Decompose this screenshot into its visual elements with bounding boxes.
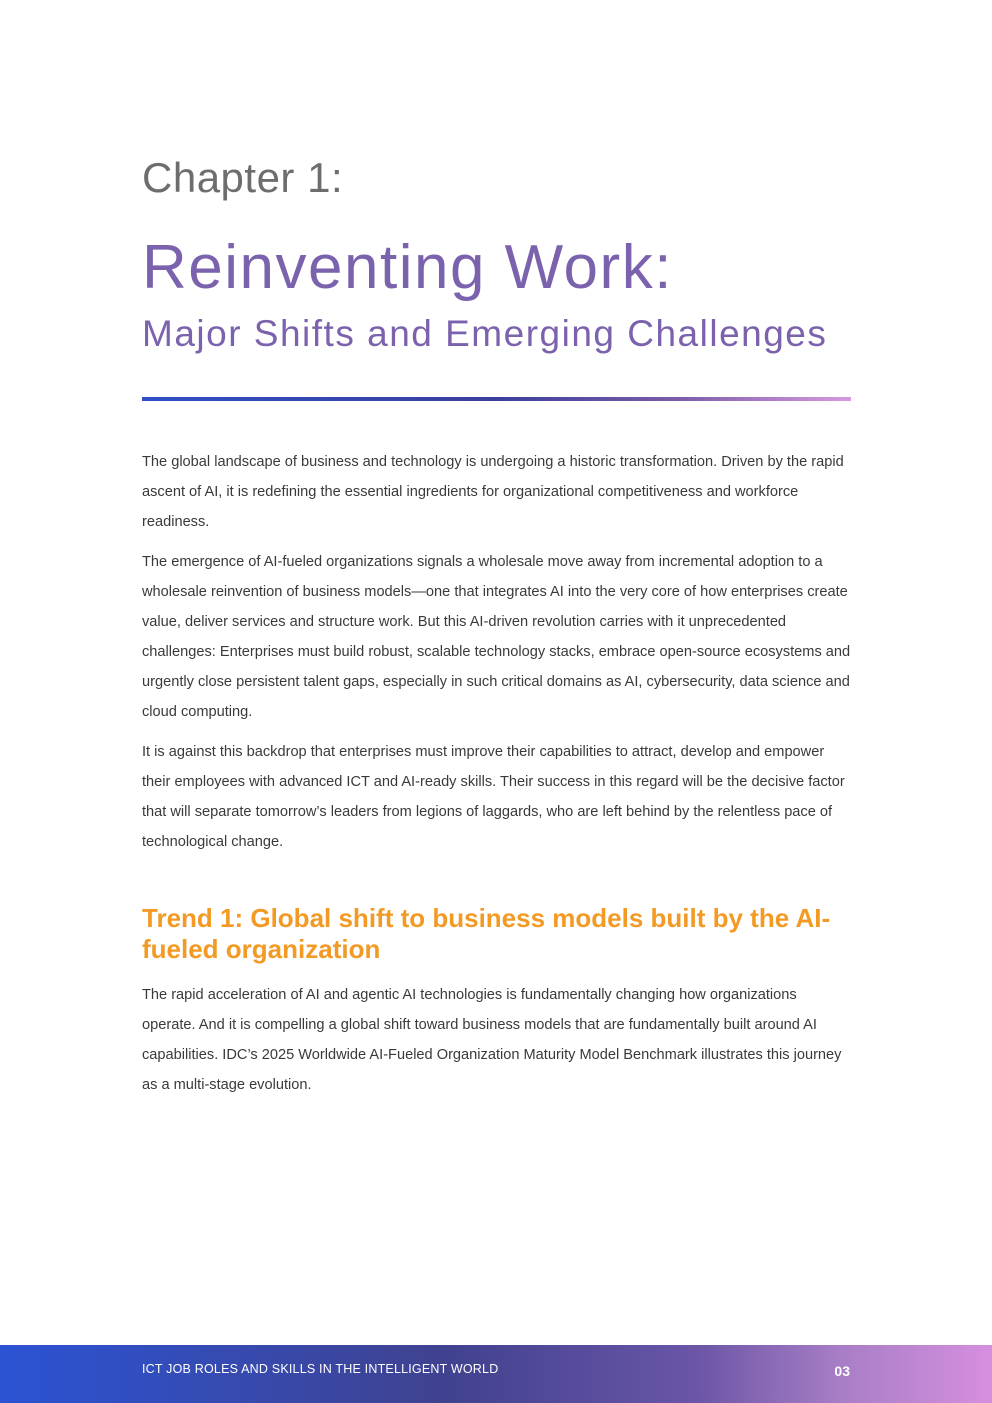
chapter-label: Chapter 1: bbox=[142, 154, 344, 201]
page-subtitle: Major Shifts and Emerging Challenges bbox=[142, 313, 828, 354]
paragraph-trend: The rapid acceleration of AI and agentic AI technologies is fundamentally changing how organizations operate. And it is compelling a global shift toward business models that are fundamentally built around AI capabilities. IDC’s 2025 Worldwide AI-Fueled Organization Maturity Model Benchmark illustrates this journey as a multi-stage evolution. bbox=[142, 987, 842, 1093]
title-divider bbox=[142, 397, 851, 401]
paragraph-intro: The global landscape of business and technology is undergoing a historic transformation. Driven by the rapid ascent of AI, it is redefining the essential ingredients for organizational competitiveness and workforce readiness. bbox=[142, 454, 844, 530]
page-footer bbox=[0, 1345, 992, 1403]
trend-heading: Trend 1: Global shift to business models built by the AI-fueled organization bbox=[142, 903, 831, 964]
footer-document-title: ICT JOB ROLES AND SKILLS IN THE INTELLIGENT WORLD bbox=[142, 1362, 499, 1376]
page-title: Reinventing Work: bbox=[142, 233, 673, 302]
paragraph-emergence: The emergence of AI-fueled organizations signals a wholesale move away from incremental adoption to a wholesale reinvention of business models—one that integrates AI into the very core of how enterprises create value, deliver services and structure work. But this AI-driven revolution carries with it unprecedented challenges: Enterprises must build robust, scalable technology stacks, embrace open-source ecosystems and urgently close persistent talent gaps, especially in such critical domains as AI, cybersecurity, data science and cloud computing. bbox=[142, 554, 851, 720]
page-number: 03 bbox=[834, 1363, 850, 1379]
paragraph-backdrop: It is against this backdrop that enterprises must improve their capabilities to attract, develop and empower their employees with advanced ICT and AI-ready skills. Their success in this regard will be the decisive factor that will separate tomorrow’s leaders from legions of laggards, who are left behind by the relentless pace of technological change. bbox=[142, 744, 845, 850]
